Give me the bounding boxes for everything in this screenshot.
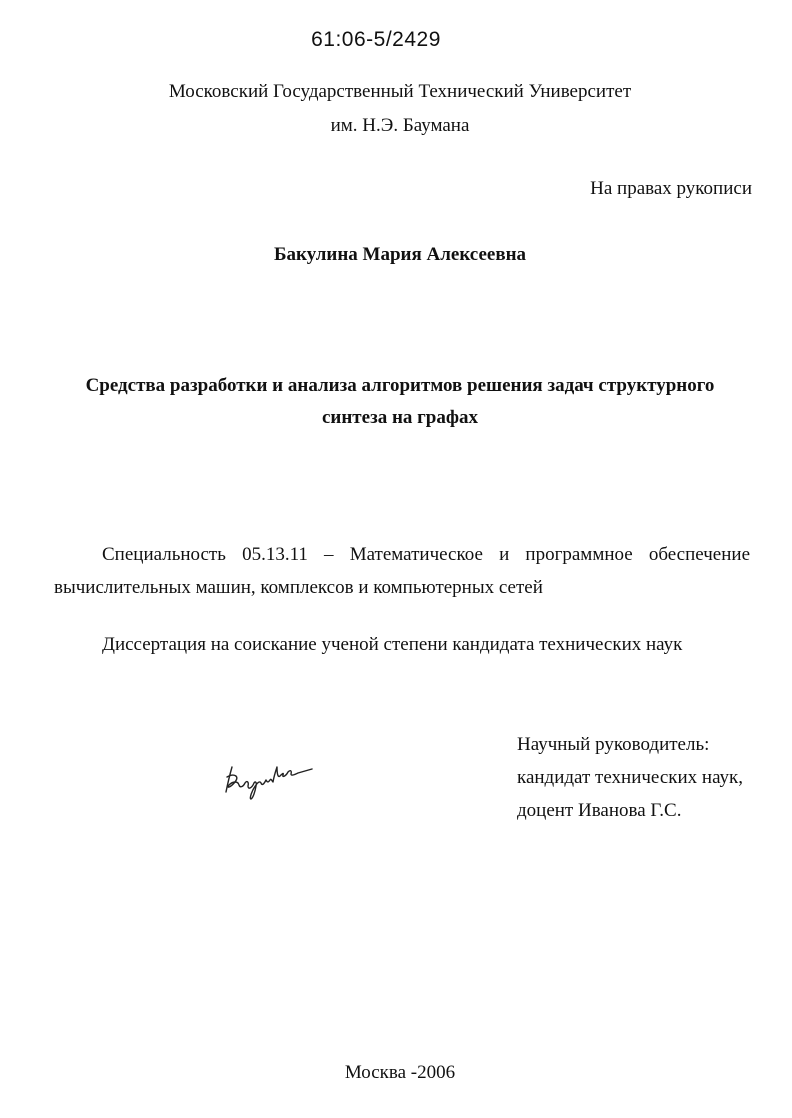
specialty-text: Специальность 05.13.11 – Математическое и программное обеспечение вычислительных машин, комплексов и компьютерных сетей	[54, 544, 750, 598]
advisor-degree: кандидат технических наук,	[517, 767, 744, 788]
rights-note: На правах рукописи	[590, 178, 752, 199]
thesis-title-line-2: синтеза на графах	[321, 407, 479, 428]
city-year: Москва -2006	[344, 1062, 456, 1083]
author-name: Бакулина Мария Алексеевна	[273, 244, 527, 265]
advisor-name: доцент Иванова Г.С.	[517, 800, 682, 821]
advisor-label: Научный руководитель:	[517, 734, 710, 755]
thesis-type: Диссертация на соискание ученой степени кандидата технических наук	[102, 634, 683, 655]
thesis-title-line-1: Средства разработки и анализа алгоритмов решения задач структурного	[85, 375, 715, 396]
university-name: Московский Государственный Технический Университет	[168, 81, 632, 102]
registry-code: 61:06-5/2429	[311, 28, 441, 51]
university-named-after: им. Н.Э. Баумана	[330, 115, 470, 136]
handwritten-signature	[220, 752, 315, 802]
specialty-paragraph	[54, 538, 750, 604]
